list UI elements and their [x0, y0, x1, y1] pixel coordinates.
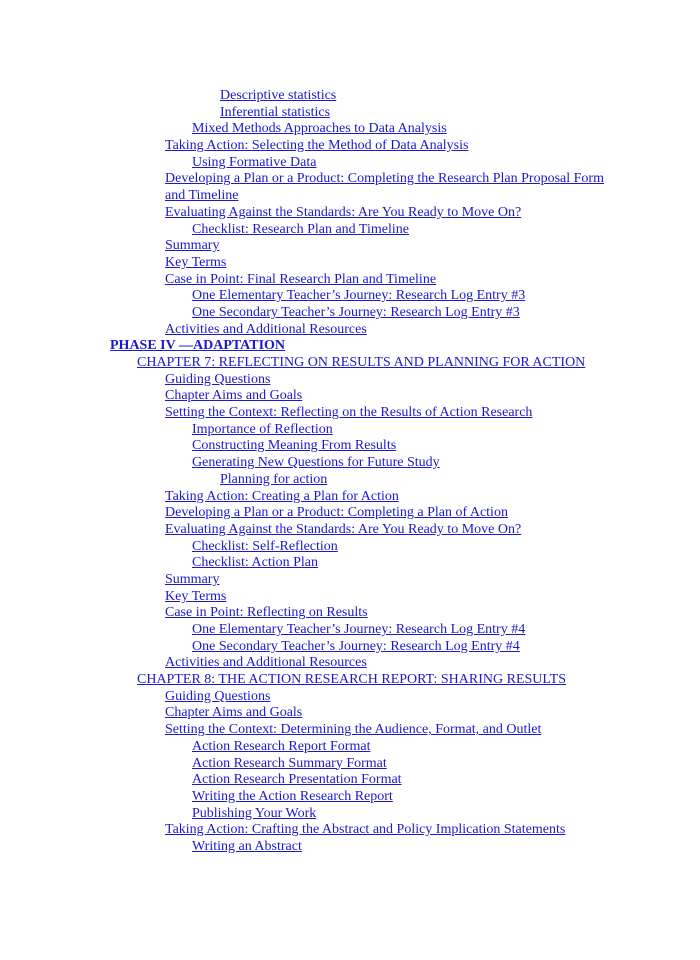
toc-link-chapter-8[interactable]: CHAPTER 8: THE ACTION RESEARCH REPORT: SHARING RESULTS — [137, 672, 567, 688]
toc-link-publishing-work[interactable]: Publishing Your Work — [192, 805, 317, 821]
toc-link-key-terms-ch6[interactable]: Key Terms — [165, 254, 227, 270]
toc-link-secondary-log-3[interactable]: One Secondary Teacher’s Journey: Research Log Entry #3 — [192, 304, 520, 320]
toc-link-chapter-7[interactable]: CHAPTER 7: REFLECTING ON RESULTS AND PLANNING FOR ACTION — [137, 355, 586, 371]
toc-link-guiding-questions-ch8[interactable]: Guiding Questions — [165, 688, 271, 704]
toc-link-activities-ch7[interactable]: Activities and Additional Resources — [165, 655, 367, 671]
toc-link-descriptive-statistics[interactable]: Descriptive statistics — [220, 88, 337, 103]
toc-link-key-terms-ch7[interactable]: Key Terms — [165, 588, 227, 604]
toc-link-mixed-methods[interactable]: Mixed Methods Approaches to Data Analysis — [192, 121, 447, 137]
toc-link-developing-plan-proposal[interactable]: Developing a Plan or a Product: Completing the Research Plan Proposal Form and Timeline — [165, 171, 604, 204]
toc-link-elementary-log-3[interactable]: One Elementary Teacher’s Journey: Research Log Entry #3 — [192, 288, 526, 304]
toc-link-aims-goals-ch7[interactable]: Chapter Aims and Goals — [165, 388, 303, 404]
toc-link-setting-context-ch7[interactable]: Setting the Context: Reflecting on the Results of Action Research — [165, 405, 533, 421]
toc-link-aims-goals-ch8[interactable]: Chapter Aims and Goals — [165, 705, 303, 721]
toc-link-writing-report[interactable]: Writing the Action Research Report — [192, 788, 393, 804]
toc-link-secondary-log-4[interactable]: One Secondary Teacher’s Journey: Research Log Entry #4 — [192, 638, 520, 654]
toc-link-case-in-point-ch7[interactable]: Case in Point: Reflecting on Results — [165, 605, 368, 621]
toc-link-phase-iv[interactable]: PHASE IV —ADAPTATION — [110, 338, 286, 354]
toc-link-report-format[interactable]: Action Research Report Format — [192, 738, 371, 754]
toc-link-taking-action-abstract[interactable]: Taking Action: Crafting the Abstract and Policy Implication Statements — [165, 822, 566, 838]
toc-link-evaluating-standards-ch6[interactable]: Evaluating Against the Standards: Are You Ready to Move On? — [165, 204, 522, 220]
toc-link-checklist-research-plan[interactable]: Checklist: Research Plan and Timeline — [192, 221, 409, 237]
toc-link-using-formative-data[interactable]: Using Formative Data — [192, 154, 317, 170]
toc-link-summary-ch7[interactable]: Summary — [165, 571, 220, 587]
toc-link-elementary-log-4[interactable]: One Elementary Teacher’s Journey: Research Log Entry #4 — [192, 622, 526, 638]
toc-link-checklist-self-reflection[interactable]: Checklist: Self-Reflection — [192, 538, 338, 554]
toc-link-summary-ch6[interactable]: Summary — [165, 238, 220, 254]
toc-link-evaluating-standards-ch7[interactable]: Evaluating Against the Standards: Are You Ready to Move On? — [165, 521, 522, 537]
toc-link-taking-action-data-analysis[interactable]: Taking Action: Selecting the Method of Data Analysis — [165, 138, 469, 154]
toc-link-activities-ch6[interactable]: Activities and Additional Resources — [165, 321, 367, 337]
toc-link-summary-format[interactable]: Action Research Summary Format — [192, 755, 387, 771]
toc-link-importance-reflection[interactable]: Importance of Reflection — [192, 421, 333, 437]
toc-link-guiding-questions-ch7[interactable]: Guiding Questions — [165, 371, 271, 387]
toc-link-writing-abstract[interactable]: Writing an Abstract — [192, 838, 302, 854]
toc-link-case-in-point-ch6[interactable]: Case in Point: Final Research Plan and Timeline — [165, 271, 437, 287]
toc-link-taking-action-plan[interactable]: Taking Action: Creating a Plan for Action — [165, 488, 399, 504]
table-of-contents — [0, 88, 700, 856]
toc-link-generating-questions[interactable]: Generating New Questions for Future Study — [192, 455, 440, 471]
toc-link-presentation-format[interactable]: Action Research Presentation Format — [192, 772, 402, 788]
toc-link-inferential-statistics[interactable]: Inferential statistics — [220, 104, 331, 120]
toc-link-developing-plan-action[interactable]: Developing a Plan or a Product: Completing a Plan of Action — [165, 505, 508, 521]
toc-link-setting-context-ch8[interactable]: Setting the Context: Determining the Audience, Format, and Outlet — [165, 722, 542, 738]
toc-link-constructing-meaning[interactable]: Constructing Meaning From Results — [192, 438, 397, 454]
toc-link-checklist-action-plan[interactable]: Checklist: Action Plan — [192, 555, 318, 571]
toc-link-planning-for-action[interactable]: Planning for action — [220, 471, 328, 487]
